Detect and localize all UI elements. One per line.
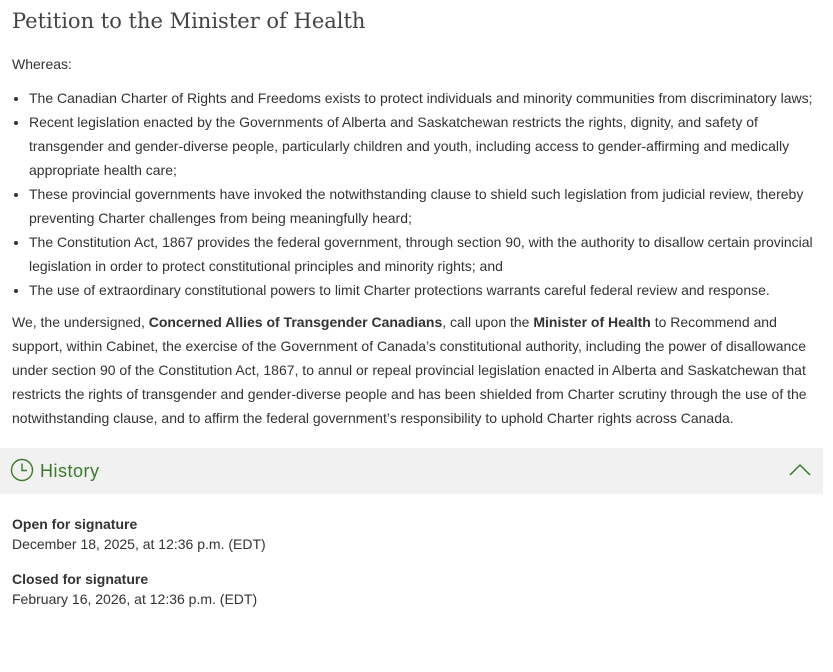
- history-title: History: [40, 460, 100, 481]
- history-entry-date: February 16, 2026, at 12:36 p.m. (EDT): [12, 591, 258, 607]
- addressee: Minister of Health: [533, 314, 651, 330]
- prayer-text: , call upon the: [442, 314, 534, 330]
- prayer-text: We, the undersigned,: [12, 314, 149, 330]
- prayer-paragraph: [12, 310, 821, 430]
- chevron-up-icon[interactable]: [789, 463, 811, 480]
- clock-icon: [10, 458, 34, 485]
- list-item: • The use of extraordinary constitutional powers to limit Charter protections warrants careful federal review and response.: [29, 278, 821, 302]
- list-item: • The Constitution Act, 1867 provides the federal government, through section 90, with the authority to disallow certain provincial legislation in order to protect constitutional principles and minority rights; and: [29, 230, 821, 278]
- history-entry-label: Open for signature: [12, 516, 138, 532]
- history-entry-label: Closed for signature: [12, 571, 149, 587]
- page-title: Petition to the Minister of Health: [12, 9, 366, 33]
- list-item: • These provincial governments have invoked the notwithstanding clause to shield such legislation from judicial review, thereby preventing Charter challenges from being meaningfully heard;: [29, 182, 821, 230]
- list-item: • The Canadian Charter of Rights and Freedoms exists to protect individuals and minority communities from discriminatory laws;: [29, 86, 821, 110]
- petitioner-name: Concerned Allies of Transgender Canadians: [148, 314, 443, 330]
- list-item: • Recent legislation enacted by the Governments of Alberta and Saskatchewan restricts the rights, dignity, and safety of transgender and gender-diverse people, particularly children and youth, including access to gender-affirming and medically appropriate health care;: [29, 110, 821, 182]
- prayer-text: to Recommend and support, within Cabinet, the exercise of the Government of Canada’s constitutional authority, including the power of disallowance under section 90 of the Constitution Act, 1867, to annul or repeal provincial legislation enacted in Alberta and Saskatchewan that restricts the rights of transgender and gender-diverse people and has been shielded from Charter scrutiny through the use of the notwithstanding clause, and to affirm the federal government’s responsibility to uphold Charter rights across Canada.: [12, 314, 807, 426]
- whereas-label: Whereas:: [12, 56, 72, 72]
- history-entries: [0, 494, 833, 609]
- whereas-list: [12, 86, 821, 302]
- history-entry-date: December 18, 2025, at 12:36 p.m. (EDT): [12, 536, 266, 552]
- petition-content: [0, 7, 833, 430]
- history-toggle[interactable]: [0, 448, 823, 494]
